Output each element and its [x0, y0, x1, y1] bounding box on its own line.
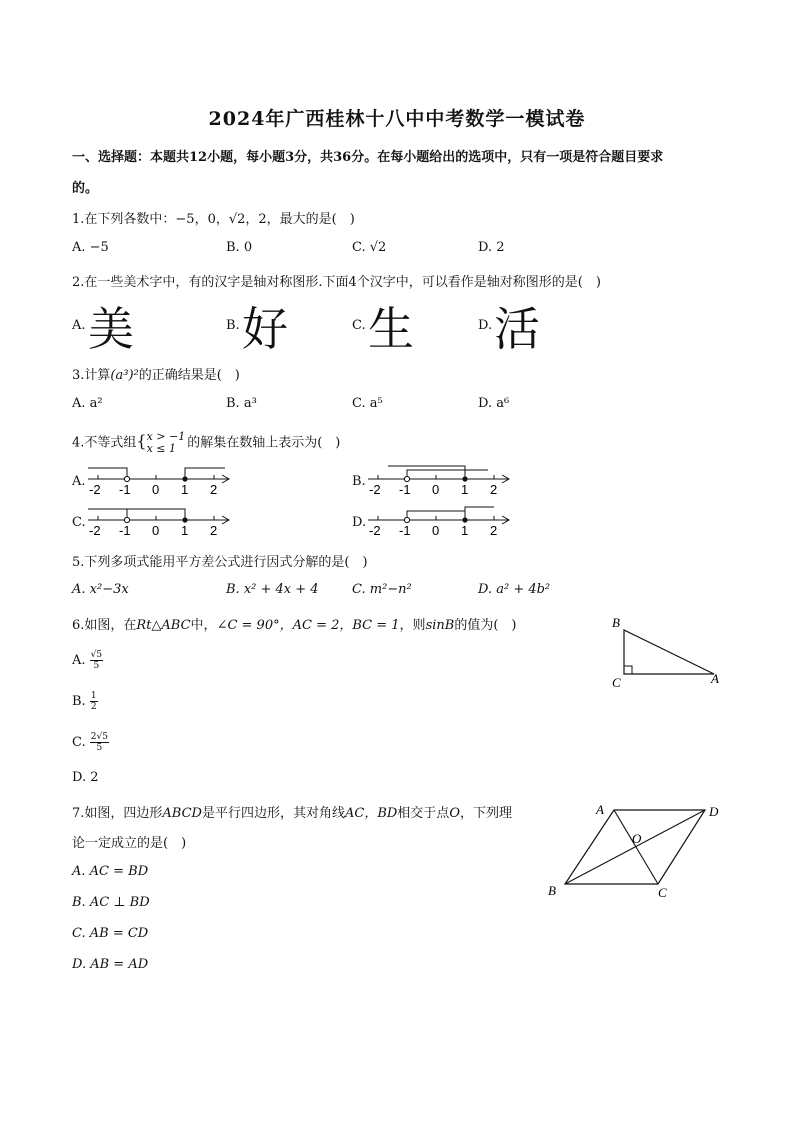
q4-system-line1: x > −1 — [146, 430, 186, 443]
q7-stem-mid: 是平行四边形，其对角线 — [201, 806, 345, 821]
vertex-label-c: C — [658, 885, 667, 900]
tick-label: 2 — [490, 523, 498, 538]
fraction — [90, 691, 98, 712]
fraction-denominator: 5 — [93, 661, 100, 671]
tick-label: -1 — [119, 523, 131, 538]
vertex-label-b: B — [612, 615, 620, 630]
question-4-stem — [72, 431, 340, 455]
tick-label: 1 — [181, 523, 189, 538]
q2-option-b-letter: B. — [226, 318, 240, 333]
vertex-label-b: B — [548, 883, 556, 898]
q6-stem-mid2: ，则 — [399, 618, 426, 633]
fraction-numerator: 1 — [90, 691, 97, 701]
q6-option-b — [72, 691, 98, 712]
question-7-stem-line2: 论一定成立的是( ) — [72, 836, 187, 851]
tick-label: -1 — [399, 523, 411, 538]
section-header: 一、选择题：本题共12小题，每小题3分，共36分。在每小题给出的选项中，只有一项是符合题目要求 — [72, 150, 664, 165]
q5-option-d: D. a² + 4b² — [478, 582, 551, 597]
q6-option-c — [72, 732, 109, 753]
question-7-stem-line1 — [72, 802, 512, 821]
tick-label: 1 — [181, 482, 189, 497]
q5-option-b: B. x² + 4x + 4 — [226, 582, 319, 597]
tick-label: 2 — [210, 482, 218, 497]
q3-option-d: D. a⁶ — [478, 396, 510, 411]
q6-option-a — [72, 650, 103, 671]
q5-option-a: A. x²−3x — [72, 582, 129, 597]
q7-parallelogram-figure — [540, 796, 730, 906]
q6-stem-sinb: sinB — [425, 618, 455, 633]
tick-label: -1 — [399, 482, 411, 497]
q4-option-b-letter: B. — [352, 474, 366, 489]
q2-option-c-char: 生 — [368, 302, 414, 356]
fraction-denominator: 5 — [96, 743, 103, 753]
tick-label: 0 — [152, 523, 160, 538]
q6-option-a-letter: A. — [72, 653, 86, 668]
q5-option-c: C. m²−n² — [352, 582, 412, 597]
tick-label: -2 — [369, 482, 381, 497]
q1-option-c: C. √2 — [352, 240, 387, 255]
tick-label: -2 — [369, 523, 381, 538]
q4-option-d-letter: D. — [352, 515, 367, 530]
q4-option-c-letter: C. — [72, 515, 86, 530]
tick-label: 0 — [432, 523, 440, 538]
q4-option-b-numberline — [366, 462, 516, 498]
section-header-cont: 的。 — [72, 181, 99, 196]
tick-label: -2 — [89, 523, 101, 538]
question-6-stem — [72, 614, 516, 633]
vertex-label-a: A — [596, 802, 604, 817]
q4-option-a-numberline — [86, 462, 236, 498]
q7-stem-post: ，下列理 — [459, 806, 512, 821]
fraction — [90, 732, 109, 753]
q3-stem-expr: (a³)² — [110, 368, 139, 383]
center-label-o: O — [632, 831, 642, 846]
triangle-abc — [624, 630, 714, 674]
q6-stem-post: 的值为( ) — [454, 618, 517, 633]
q3-stem-post: 的正确结果是( ) — [138, 368, 240, 383]
q6-option-c-letter: C. — [72, 735, 86, 750]
q6-stem-pre: 6.如图，在 — [72, 618, 137, 633]
tick-label: 0 — [432, 482, 440, 497]
q7-stem-mid2: 相交于点 — [397, 806, 450, 821]
q7-option-b: B. AC ⊥ BD — [72, 895, 150, 910]
q7-option-d: D. AB = AD — [72, 957, 149, 972]
q6-stem-conditions: ∠C = 90°，AC = 2，BC = 1 — [216, 618, 400, 633]
question-3-stem — [72, 364, 240, 383]
q1-option-d: D. 2 — [478, 240, 505, 255]
q3-option-a: A. a² — [72, 396, 103, 411]
q7-stem-abcd: ABCD — [162, 806, 202, 821]
q2-option-c-letter: C. — [352, 318, 366, 333]
q4-stem-post: 的解集在数轴上表示为( ) — [187, 435, 341, 451]
page-title: 2024年广西桂林十八中中考数学一模试卷 — [208, 108, 586, 130]
question-1-stem: 1.在下列各数中：−5，0，√2，2，最大的是( ) — [72, 212, 355, 227]
fraction-numerator: √5 — [90, 650, 103, 660]
right-angle-mark — [624, 666, 632, 674]
q6-stem-mid1: 中， — [190, 618, 217, 633]
q6-stem-triangle: Rt△ABC — [136, 618, 191, 633]
diagonal-bd — [565, 810, 705, 884]
q7-option-c: C. AB = CD — [72, 926, 149, 941]
q3-option-c: C. a⁵ — [352, 396, 383, 411]
q3-stem-pre: 3.计算 — [72, 368, 111, 383]
q7-stem-o: O — [449, 806, 460, 821]
vertex-label-d: D — [709, 804, 719, 819]
tick-label: -2 — [89, 482, 101, 497]
q7-stem-diagonals: AC，BD — [344, 806, 398, 821]
q2-option-d-letter: D. — [478, 318, 493, 333]
q2-option-d-char: 活 — [494, 302, 540, 356]
q3-option-b: B. a³ — [226, 396, 257, 411]
q2-option-a-char: 美 — [88, 302, 134, 356]
tick-label: 0 — [152, 482, 160, 497]
q1-option-b: B. 0 — [226, 240, 253, 255]
tick-label: 1 — [461, 523, 469, 538]
vertex-label-c: C — [612, 675, 621, 690]
q4-system — [147, 431, 186, 455]
vertex-label-a: A — [711, 671, 719, 686]
tick-label: 2 — [490, 482, 498, 497]
q1-option-a: A. −5 — [72, 240, 109, 255]
q4-stem-pre: 4.不等式组 — [72, 435, 137, 451]
tick-label: 2 — [210, 523, 218, 538]
tick-label: -1 — [119, 482, 131, 497]
q2-option-b-char: 好 — [242, 302, 288, 356]
q7-stem-pre: 7.如图，四边形 — [72, 806, 163, 821]
q4-option-c-numberline — [86, 503, 236, 539]
fraction-numerator: 2√5 — [90, 732, 108, 742]
question-5-stem: 5.下列多项式能用平方差公式进行因式分解的是( ) — [72, 555, 368, 570]
question-2-stem: 2.在一些美术字中，有的汉字是轴对称图形.下面4个汉字中，可以看作是轴对称图形的是( ) — [72, 275, 601, 290]
tick-label: 1 — [461, 482, 469, 497]
q4-option-a-letter: A. — [72, 474, 86, 489]
q4-brace: { — [136, 431, 147, 451]
q4-option-d-numberline — [366, 503, 516, 539]
fraction-denominator: 2 — [90, 702, 97, 712]
q2-option-a-letter: A. — [72, 318, 86, 333]
q6-option-d: D. 2 — [72, 770, 99, 785]
q7-option-a: A. AC = BD — [72, 864, 149, 879]
q6-right-triangle-figure — [604, 612, 724, 692]
q6-option-b-letter: B. — [72, 694, 86, 709]
q4-system-line2: x ≤ 1 — [146, 442, 177, 455]
fraction — [90, 650, 103, 671]
